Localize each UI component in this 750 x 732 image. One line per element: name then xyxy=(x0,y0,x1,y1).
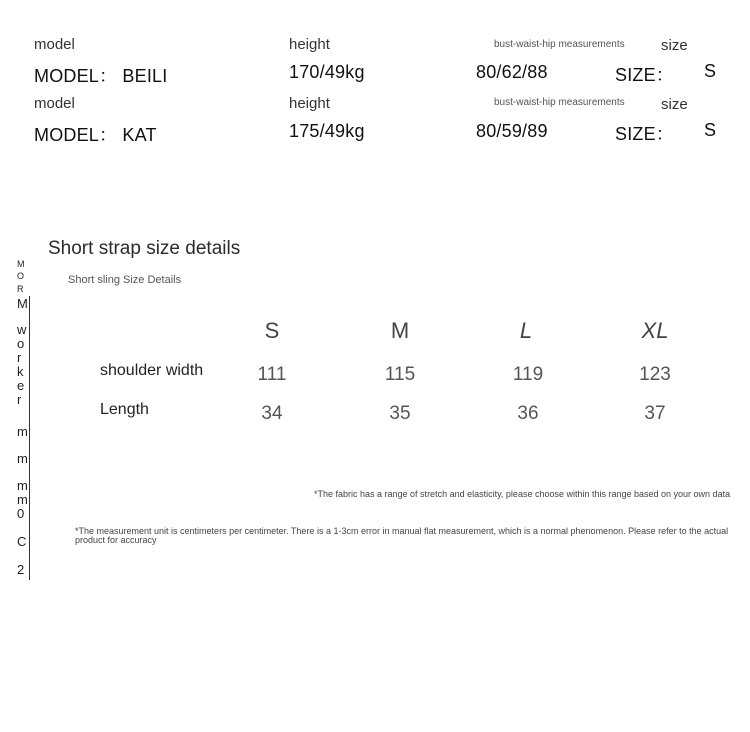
row-label-shoulder-width: shoulder width xyxy=(100,362,204,379)
model-name: MODEL： BEILI xyxy=(34,66,168,86)
vertical-char: o xyxy=(17,336,25,351)
model-name: MODEL： KAT xyxy=(34,125,157,145)
table-cell: 111 xyxy=(257,364,287,385)
stretch-note: *The fabric has a range of stretch and elasticity, please choose within this range based on your own data xyxy=(314,489,731,499)
vertical-char: M xyxy=(17,259,25,269)
column-header-s: S xyxy=(264,318,280,343)
height-label: height xyxy=(289,36,330,53)
model-height: 175/49kg xyxy=(289,121,365,141)
table-cell: 34 xyxy=(261,403,283,424)
table-cell: 115 xyxy=(384,364,416,385)
model-measurements: 80/59/89 xyxy=(476,121,548,141)
vertical-char: C xyxy=(17,534,27,549)
size-chart-subtitle: Short sling Size Details xyxy=(68,274,182,286)
vertical-char: O xyxy=(17,271,25,281)
size-label: size xyxy=(661,96,688,113)
table-cell: 35 xyxy=(389,403,411,424)
vertical-char: m xyxy=(17,492,28,507)
vertical-char: R xyxy=(17,284,24,294)
size-label: size xyxy=(661,37,688,54)
vertical-char: M xyxy=(17,296,28,311)
column-header-xl: XL xyxy=(641,318,669,343)
table-cell: 36 xyxy=(517,403,539,424)
measurements-label: bust-waist-hip measurements xyxy=(494,97,625,108)
vertical-char: k xyxy=(17,364,24,379)
size-chart-title: Short strap size details xyxy=(48,238,241,259)
vertical-char: r xyxy=(17,392,22,407)
measurements-label: bust-waist-hip measurements xyxy=(494,39,625,50)
column-header-l: L xyxy=(519,318,533,343)
measurement-note: *The measurement unit is centimeters per centimeter. There is a 1-3cm error in manual flat measurement, which is a normal phenomenon. Please refer to the actual product for accuracy xyxy=(75,526,729,545)
row-label-length: Length xyxy=(100,401,149,418)
vertical-char: 0 xyxy=(17,506,25,521)
table-cell: 119 xyxy=(512,364,544,385)
vertical-char: 2 xyxy=(17,562,25,577)
height-label: height xyxy=(289,95,330,112)
table-cell: 123 xyxy=(639,364,671,385)
table-cell: 37 xyxy=(644,403,666,424)
model-size-label: SIZE： xyxy=(615,65,675,85)
model-measurements: 80/62/88 xyxy=(476,62,548,82)
model-size-label: SIZE： xyxy=(615,124,675,144)
model-height: 170/49kg xyxy=(289,62,365,82)
model-label: model xyxy=(34,95,75,112)
vertical-char: m xyxy=(17,451,28,466)
model-size: S xyxy=(704,61,717,81)
vertical-char: m xyxy=(17,478,28,493)
vertical-char: r xyxy=(17,350,22,365)
column-header-m: M xyxy=(390,318,410,343)
model-size: S xyxy=(704,120,717,140)
vertical-char: m xyxy=(17,424,28,439)
model-label: model xyxy=(34,36,75,53)
vertical-char: e xyxy=(17,378,25,393)
vertical-divider xyxy=(29,296,30,580)
vertical-char: w xyxy=(17,322,27,337)
